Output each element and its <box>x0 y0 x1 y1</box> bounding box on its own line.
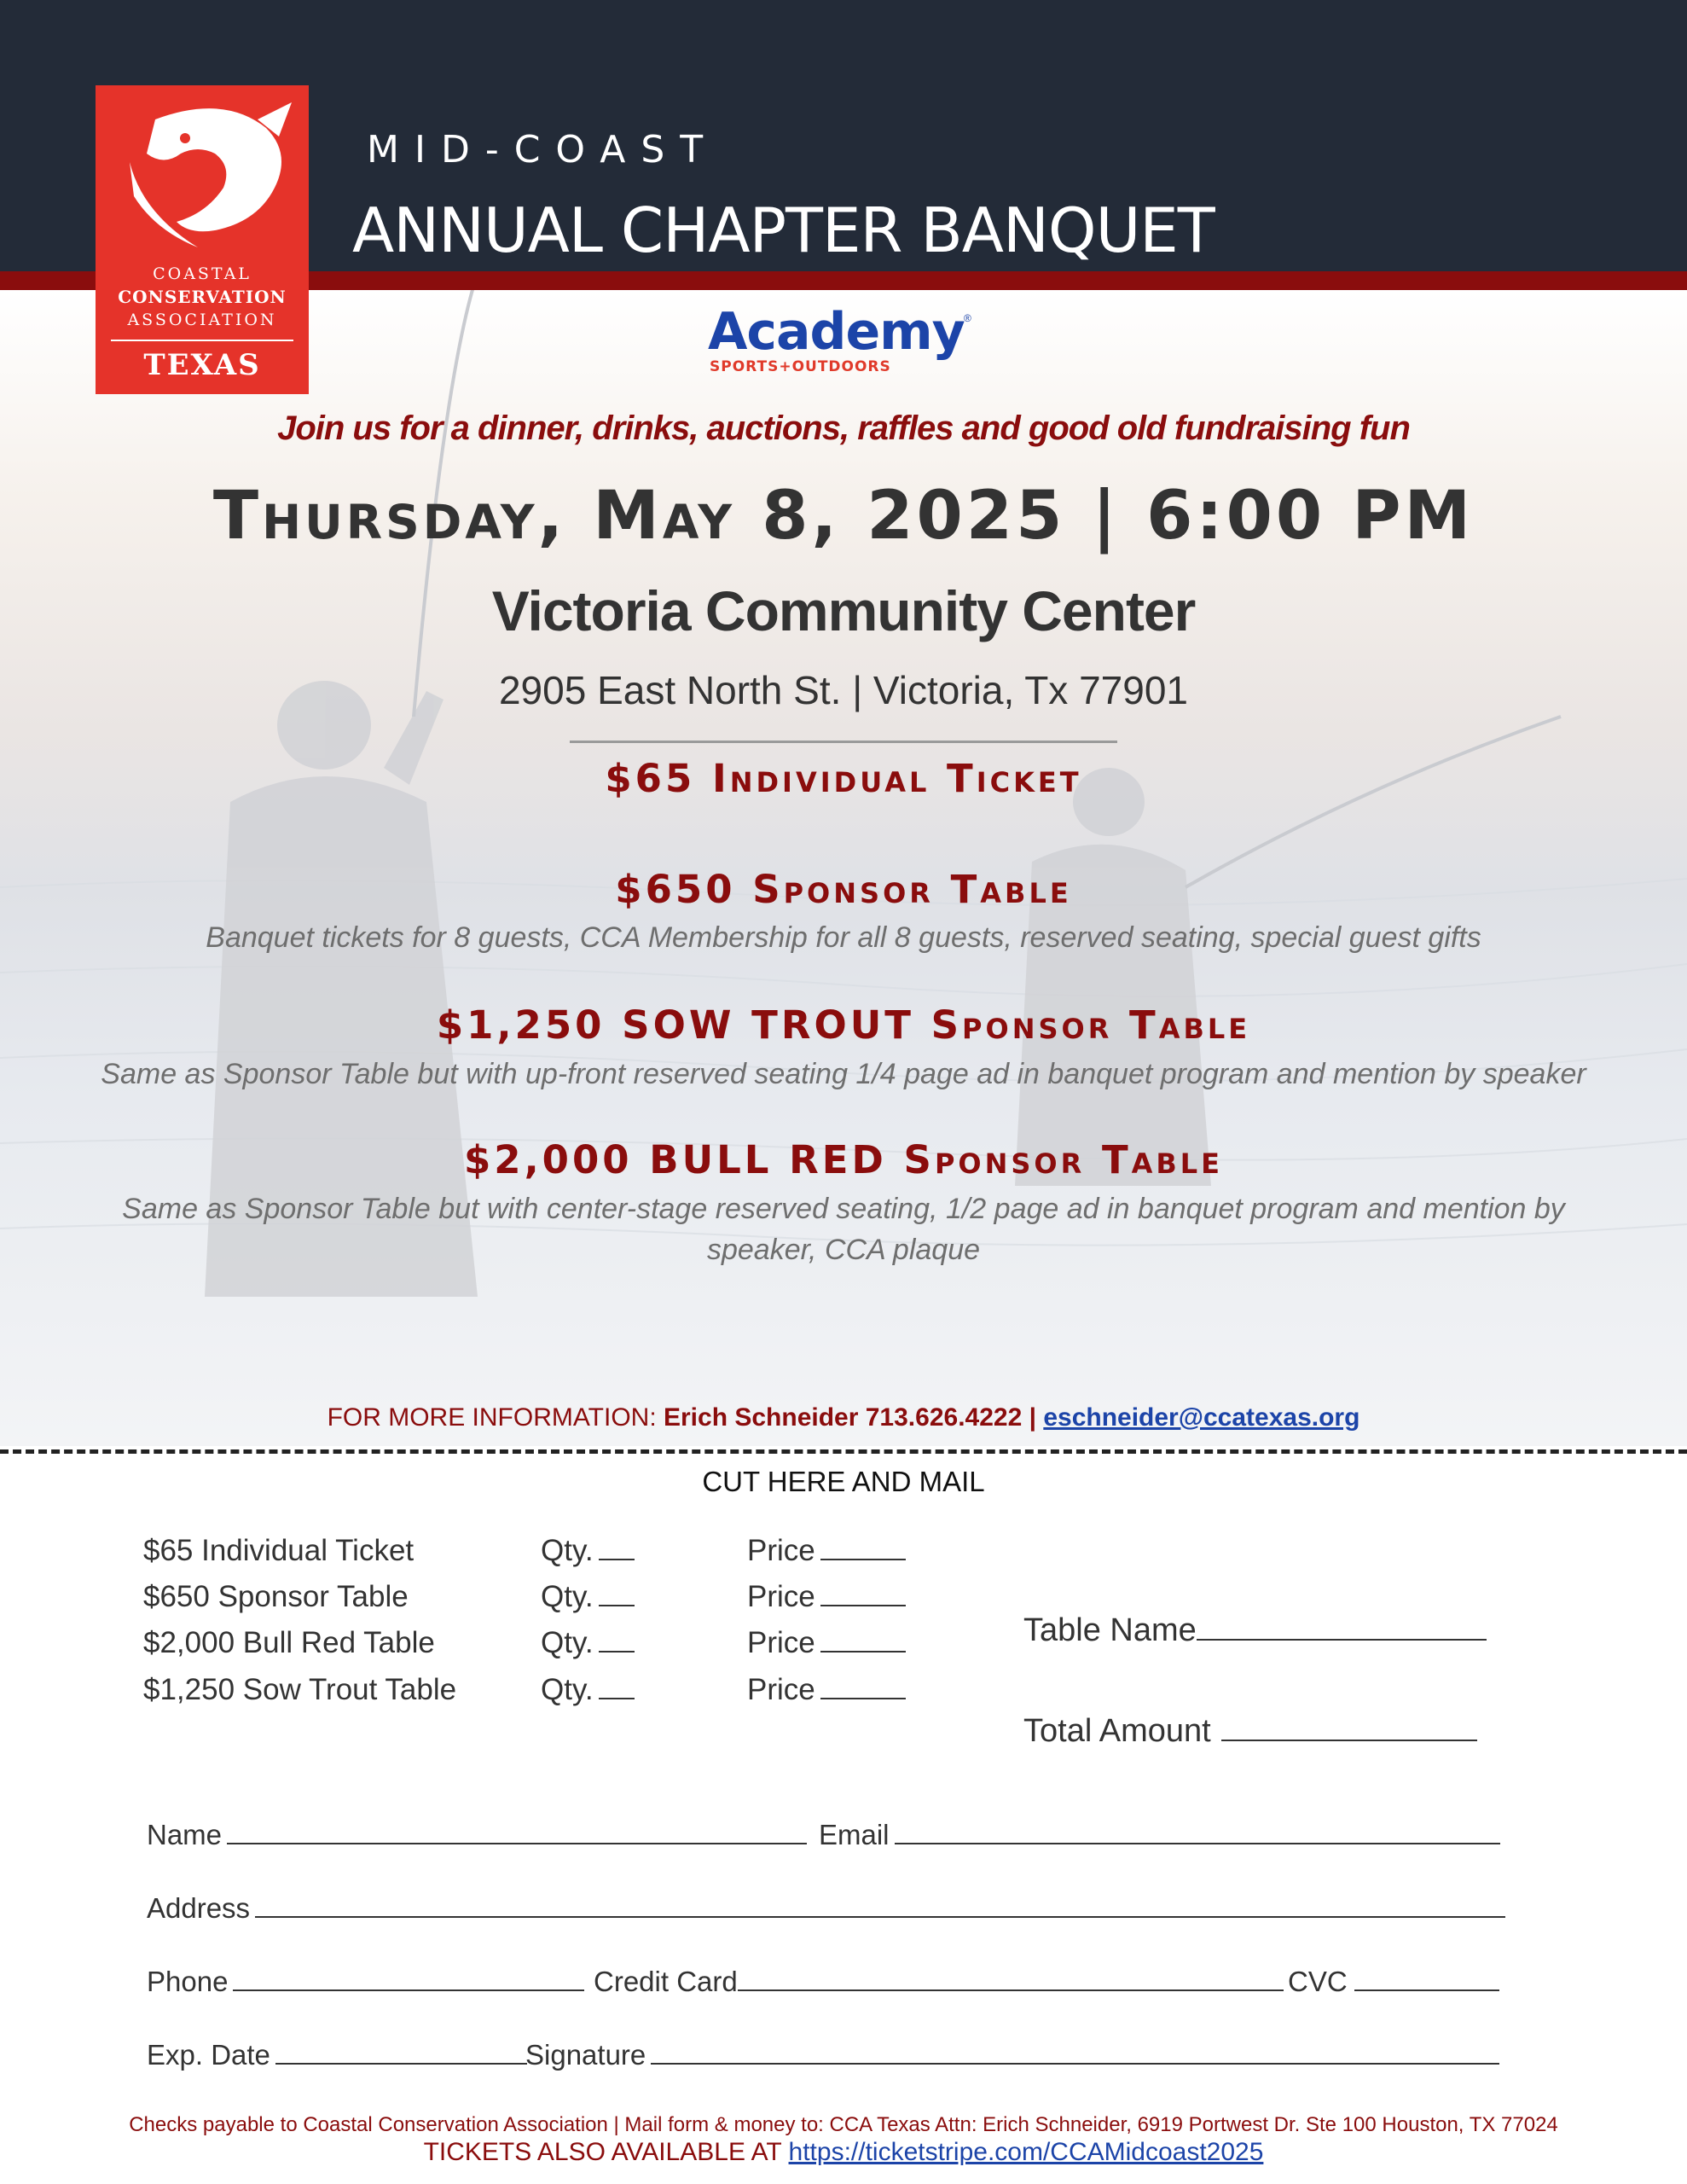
academy-name: Academy <box>708 302 965 362</box>
price-field[interactable] <box>747 1626 906 1660</box>
tier-sponsor-title: $650 Sponsor Table <box>615 867 1072 912</box>
price-blank[interactable] <box>820 1535 906 1560</box>
address-label: Address <box>147 1892 251 1924</box>
logo-texas: TEXAS <box>143 348 261 382</box>
academy-registered-mark: ® <box>964 312 971 324</box>
academy-sponsor-logo <box>708 302 977 375</box>
phone-field[interactable] <box>147 1966 584 1998</box>
checks-payable-note: Checks payable to Coastal Conservation Association | Mail form & money to: CCA Texas Attn: Erich Schneider, 6919 Portwest Dr. Ste 100 Houston, TX 77024 <box>129 2113 1558 2136</box>
price-field[interactable] <box>747 1534 906 1568</box>
table-name-label: Table Name <box>1023 1612 1197 1648</box>
phone-label: Phone <box>147 1966 229 1997</box>
order-item-individual: $65 Individual Ticket <box>143 1534 415 1567</box>
price-field[interactable] <box>747 1673 906 1707</box>
address-field[interactable] <box>147 1892 1505 1925</box>
more-information <box>0 1403 1687 1432</box>
phone-blank[interactable] <box>233 1966 584 1991</box>
signature-label: Signature <box>525 2039 646 2071</box>
price-label: Price <box>747 1626 815 1659</box>
price-label: Price <box>747 1534 815 1567</box>
logo-line-conservation: CONSERVATION <box>118 287 287 307</box>
order-item-bull-red: $2,000 Bull Red Table <box>143 1626 435 1659</box>
qty-blank[interactable] <box>599 1535 635 1560</box>
cut-line <box>0 1449 1687 1454</box>
tier-sponsor-desc: Banquet tickets for 8 guests, CCA Membership for all 8 guests, reserved seating, special guest gifts <box>206 921 1481 954</box>
total-amount-blank[interactable] <box>1221 1716 1477 1741</box>
tier-bull-red-title: $2,000 BULL RED Sponsor Table <box>463 1137 1224 1182</box>
qty-blank[interactable] <box>599 1581 635 1606</box>
qty-field[interactable] <box>541 1673 635 1707</box>
academy-subtitle: SPORTS+OUTDOORS <box>710 358 891 375</box>
email-label: Email <box>819 1819 890 1850</box>
tickets-label: TICKETS ALSO AVAILABLE AT <box>423 2138 789 2166</box>
logo-divider <box>111 340 293 341</box>
table-name-blank[interactable] <box>1197 1615 1487 1641</box>
logo-line-coastal: COASTAL <box>153 264 252 283</box>
order-item-sponsor: $650 Sponsor Table <box>143 1580 409 1613</box>
event-venue: Victoria Community Center <box>491 579 1196 642</box>
exp-date-blank[interactable] <box>275 2039 527 2065</box>
contact-name-phone: Erich Schneider 713.626.4222 | <box>664 1403 1044 1432</box>
signature-blank[interactable] <box>651 2039 1499 2065</box>
price-label: Price <box>747 1673 815 1706</box>
exp-date-label: Exp. Date <box>147 2039 270 2071</box>
qty-field[interactable] <box>541 1626 635 1660</box>
qty-blank[interactable] <box>599 1674 635 1699</box>
price-blank[interactable] <box>820 1627 906 1653</box>
qty-label: Qty. <box>541 1580 594 1613</box>
event-datetime: Thursday, May 8, 2025 | 6:00 PM <box>212 478 1475 555</box>
address-divider <box>570 741 1117 743</box>
event-subtitle: MID-COAST <box>367 128 719 171</box>
signature-field[interactable] <box>525 2039 1499 2071</box>
credit-card-blank[interactable] <box>738 1966 1284 1991</box>
qty-label: Qty. <box>541 1626 594 1659</box>
order-item-sow-trout: $1,250 Sow Trout Table <box>143 1673 457 1706</box>
table-name-field[interactable] <box>1023 1612 1487 1649</box>
email-blank[interactable] <box>895 1819 1500 1844</box>
event-tagline: Join us for a dinner, drinks, auctions, raffles and good old fundraising fun <box>277 410 1410 447</box>
price-label: Price <box>747 1580 815 1613</box>
tier-sow-trout-title: $1,250 SOW TROUT Sponsor Table <box>436 1002 1251 1048</box>
name-blank[interactable] <box>227 1819 807 1844</box>
credit-card-label: Credit Card <box>594 1966 738 1997</box>
cut-here-label: CUT HERE AND MAIL <box>702 1466 985 1497</box>
credit-card-field[interactable] <box>594 1966 1284 1998</box>
qty-field[interactable] <box>541 1580 635 1614</box>
more-info-label: FOR MORE INFORMATION: <box>327 1403 664 1432</box>
tickets-online-note <box>0 2138 1687 2167</box>
total-amount-label: Total Amount <box>1023 1713 1211 1749</box>
redfish-icon <box>96 85 309 256</box>
exp-date-field[interactable] <box>147 2039 527 2071</box>
event-address: 2905 East North St. | Victoria, Tx 77901 <box>498 668 1189 712</box>
tickets-url-link[interactable]: https://ticketstripe.com/CCAMidcoast2025 <box>788 2138 1264 2166</box>
tier-bull-red-desc-2: speaker, CCA plaque <box>706 1234 981 1266</box>
name-field[interactable] <box>147 1819 807 1851</box>
price-field[interactable] <box>747 1580 906 1614</box>
tier-bull-red-desc: Same as Sponsor Table but with center-stage reserved seating, 1/2 page ad in banquet program and mention by <box>122 1193 1565 1225</box>
cvc-label: CVC <box>1288 1966 1348 1997</box>
email-field[interactable] <box>819 1819 1500 1851</box>
cca-texas-logo <box>96 85 309 394</box>
cvc-blank[interactable] <box>1354 1966 1499 1991</box>
tier-sow-trout-desc: Same as Sponsor Table but with up-front reserved seating 1/4 page ad in banquet program and mention by speaker <box>101 1058 1586 1090</box>
cvc-field[interactable] <box>1288 1966 1499 1998</box>
tier-individual-title: $65 Individual Ticket <box>605 756 1082 801</box>
qty-field[interactable] <box>541 1534 635 1568</box>
logo-line-association: ASSOCIATION <box>127 311 277 329</box>
price-blank[interactable] <box>820 1674 906 1699</box>
total-amount-field[interactable] <box>1023 1713 1477 1750</box>
price-blank[interactable] <box>820 1581 906 1606</box>
event-title: ANNUAL CHAPTER BANQUET <box>352 195 1215 266</box>
qty-label: Qty. <box>541 1673 594 1706</box>
qty-blank[interactable] <box>599 1627 635 1653</box>
address-blank[interactable] <box>255 1892 1505 1918</box>
contact-email-link[interactable]: eschneider@ccatexas.org <box>1043 1403 1360 1432</box>
name-label: Name <box>147 1819 223 1850</box>
qty-label: Qty. <box>541 1534 594 1567</box>
